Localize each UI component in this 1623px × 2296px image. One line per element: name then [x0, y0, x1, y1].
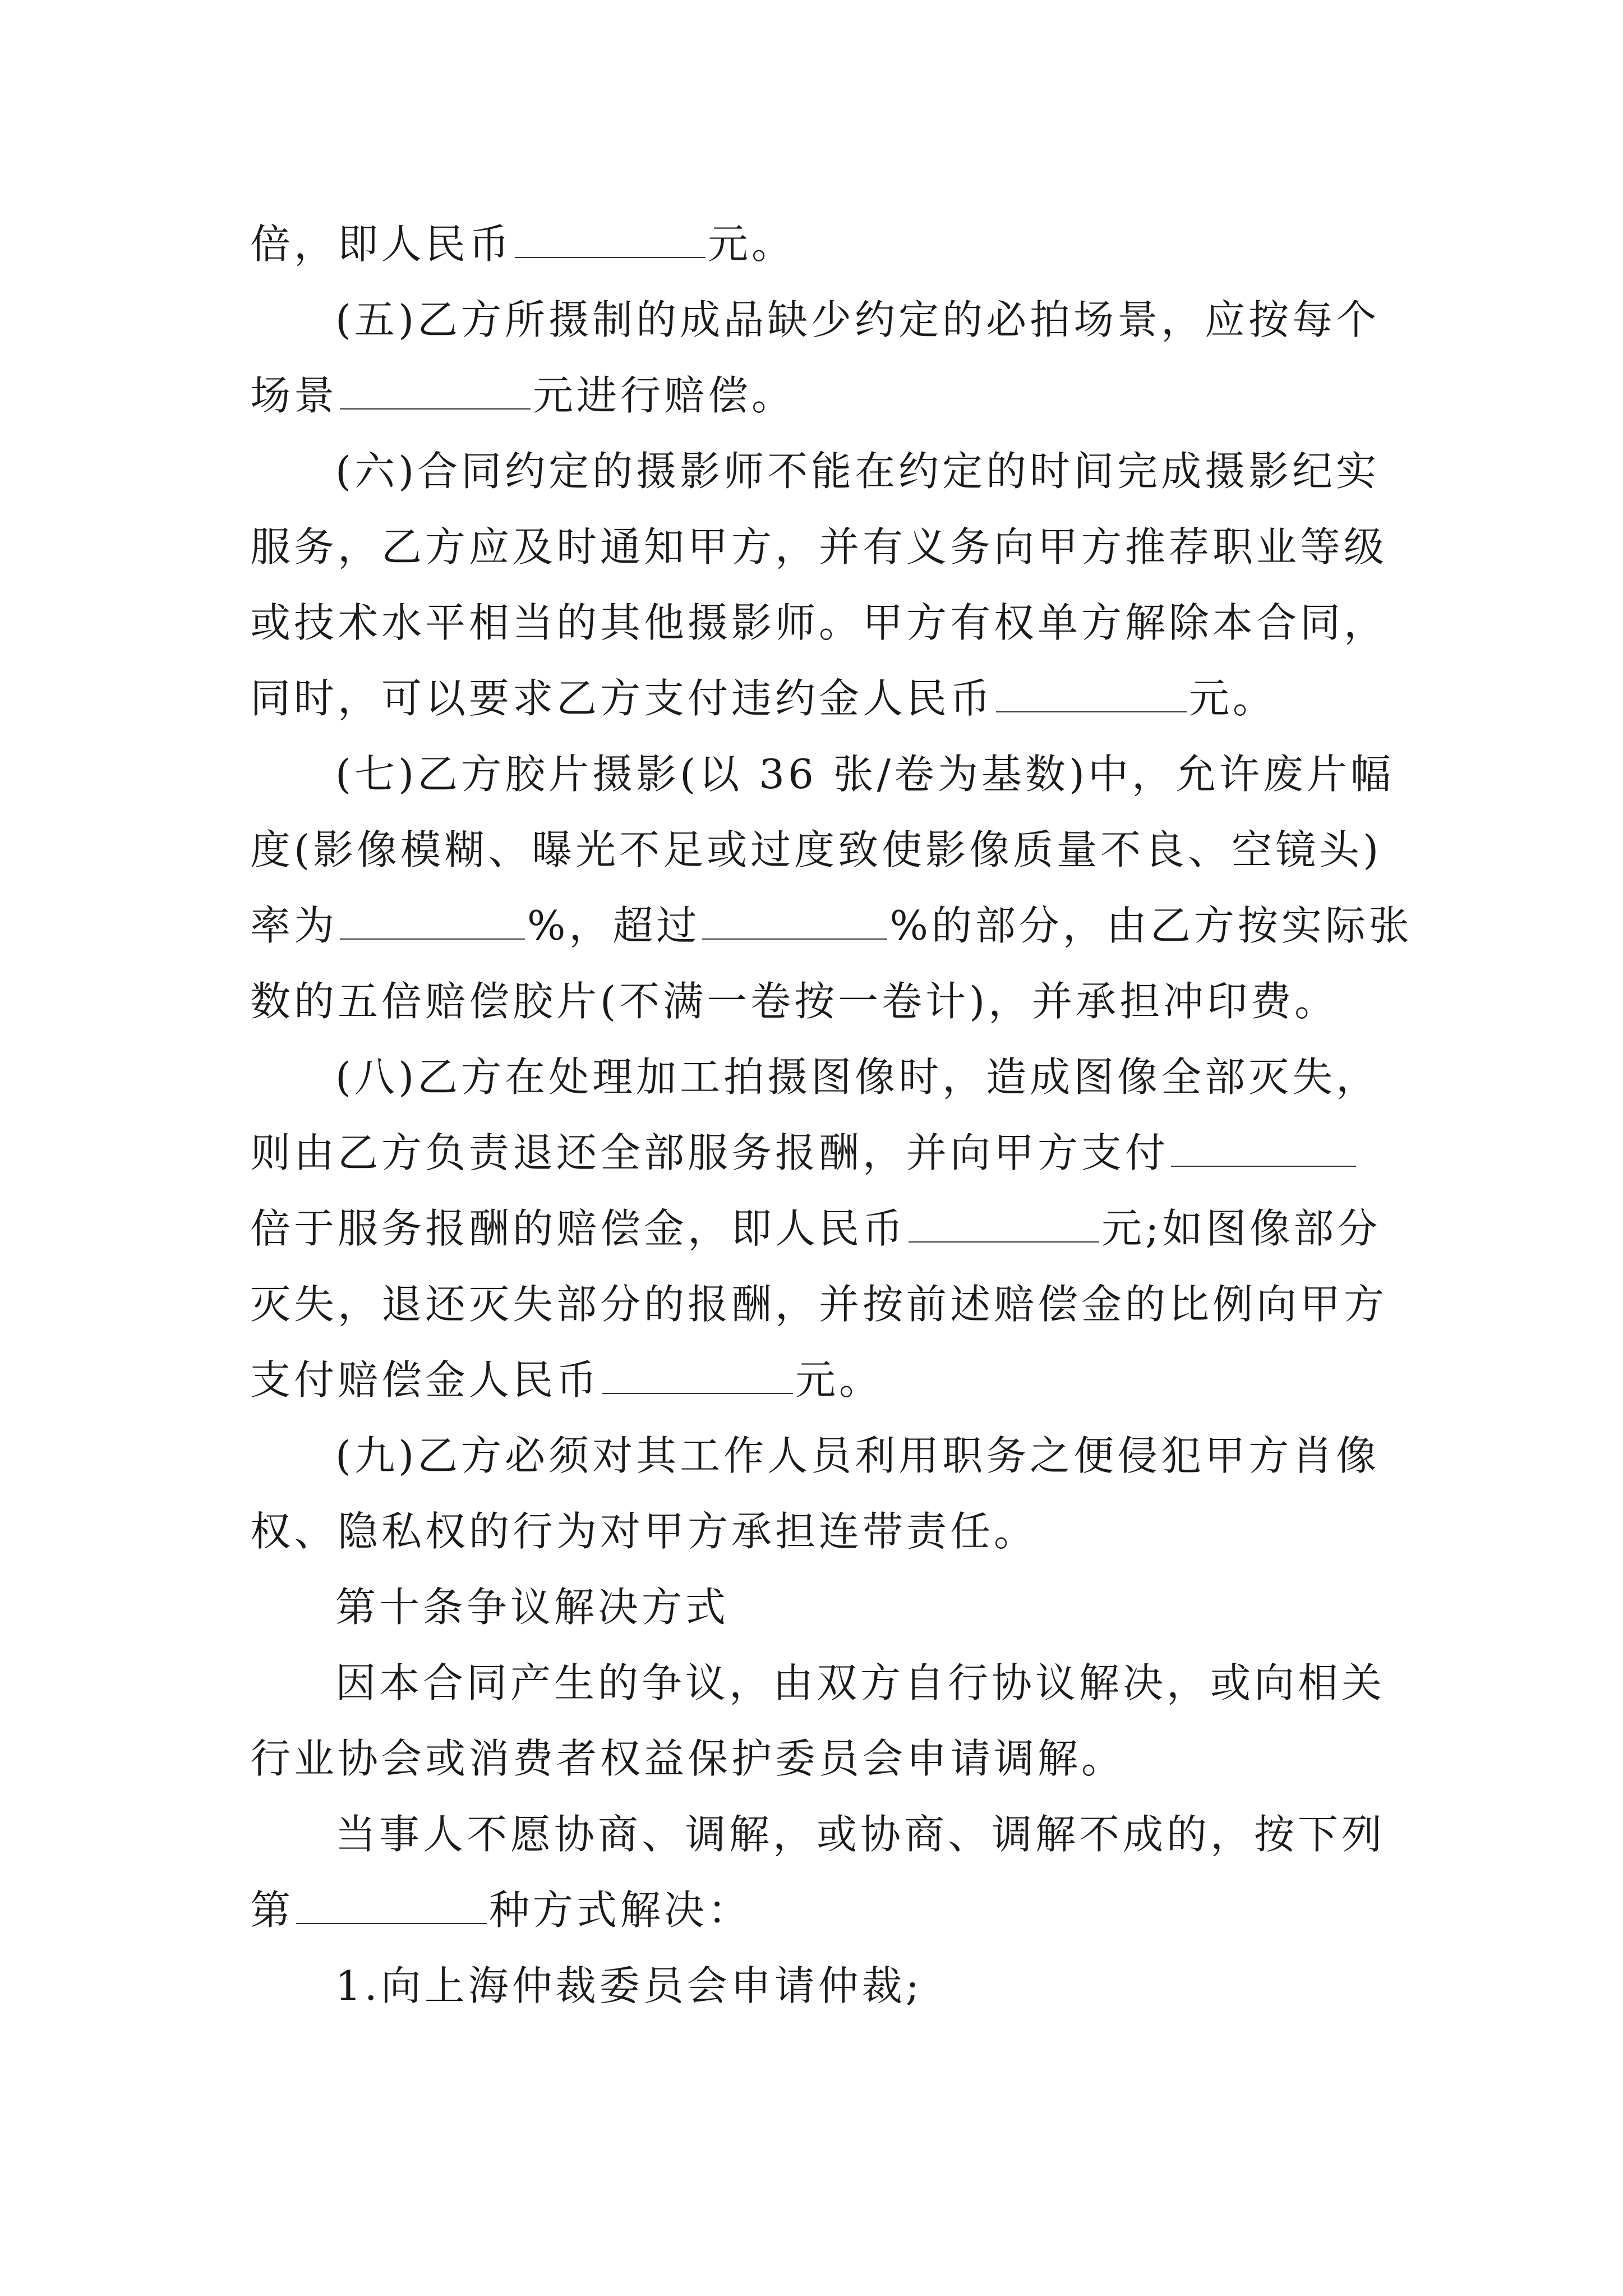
paragraph-line: (八)乙方在处理加工拍摄图像时，造成图像全部灭失， [335, 1053, 1380, 1101]
text-segment: 则由乙方负责退还全部服务报酬，并向甲方支付 [250, 1129, 1169, 1176]
fill-in-blank [340, 905, 525, 940]
fill-in-blank [909, 1208, 1099, 1243]
text-segment: 同时，可以要求乙方支付违约金人民币 [250, 675, 994, 722]
text-segment: 元。 [708, 220, 796, 268]
paragraph-line: 数的五倍赔偿胶片(不满一卷按一卷计)，并承担冲印费。 [250, 978, 1339, 1025]
text-segment: %，超过 [527, 902, 700, 949]
text-line [250, 367, 795, 424]
paragraph-line: (九)乙方必须对其工作人员利用职务之便侵犯甲方肖像 [335, 1432, 1380, 1479]
text-segment: 元。 [795, 1356, 883, 1404]
paragraph-line: 当事人不愿协商、调解，或协商、调解不成的，按下列 [335, 1811, 1386, 1858]
fill-in-blank [1171, 1132, 1356, 1167]
text-line [250, 1882, 751, 1938]
text-segment: 支付赔偿金人民币 [250, 1356, 601, 1404]
fill-in-blank [296, 1889, 487, 1924]
section-heading: 第十条争议解决方式 [335, 1584, 730, 1631]
text-segment: 元;如图像部分 [1101, 1205, 1381, 1252]
text-segment: 第 [250, 1887, 294, 1934]
text-segment: 元。 [1189, 675, 1277, 722]
paragraph-line: 权、隐私权的行为对甲方承担连带责任。 [250, 1508, 1038, 1555]
text-segment: %的部分，由乙方按实际张 [889, 902, 1413, 949]
text-line [250, 898, 1413, 954]
text-line [250, 1200, 1381, 1257]
fill-in-blank [340, 375, 531, 409]
paragraph-line: 度(影像模糊、曝光不足或过度致使影像质量不良、空镜头) [250, 826, 1382, 873]
text-segment: 倍于服务报酬的赔偿金，即人民币 [250, 1205, 907, 1252]
text-line [250, 1125, 1358, 1181]
fill-in-blank [702, 905, 887, 940]
paragraph-line: 或技术水平相当的其他摄影师。甲方有权单方解除本合同， [250, 599, 1388, 646]
text-line [250, 1352, 883, 1408]
paragraph-line: (六)合同约定的摄影师不能在约定的时间完成摄影纪实 [335, 448, 1380, 495]
fill-in-blank [602, 1359, 793, 1394]
fill-in-blank [515, 223, 706, 258]
text-segment: 元进行赔偿。 [533, 372, 796, 419]
fill-in-blank [996, 678, 1187, 712]
paragraph-line: 服务，乙方应及时通知甲方，并有义务向甲方推荐职业等级 [250, 523, 1388, 570]
paragraph-line: 因本合同产生的争议，由双方自行协议解决，或向相关 [335, 1659, 1386, 1706]
text-segment: 率为 [250, 902, 338, 949]
text-segment: 种方式解决： [489, 1887, 752, 1934]
text-segment: 倍，即人民币 [250, 220, 513, 268]
paragraph-line: 行业协会或消费者权益保护委员会申请调解。 [250, 1735, 1126, 1782]
list-item: 1.向上海仲裁委员会申请仲裁; [335, 1962, 923, 2009]
paragraph-line: (五)乙方所摄制的成品缺少约定的必拍场景，应按每个 [335, 296, 1380, 343]
text-segment: 场景 [250, 372, 338, 419]
text-line [250, 670, 1276, 726]
paragraph-line: 灭失，退还灭失部分的报酬，并按前述赔偿金的比例向甲方 [250, 1281, 1388, 1328]
paragraph-line: (七)乙方胶片摄影(以 36 张/卷为基数)中，允许废片幅 [335, 751, 1395, 798]
text-line [250, 216, 795, 272]
